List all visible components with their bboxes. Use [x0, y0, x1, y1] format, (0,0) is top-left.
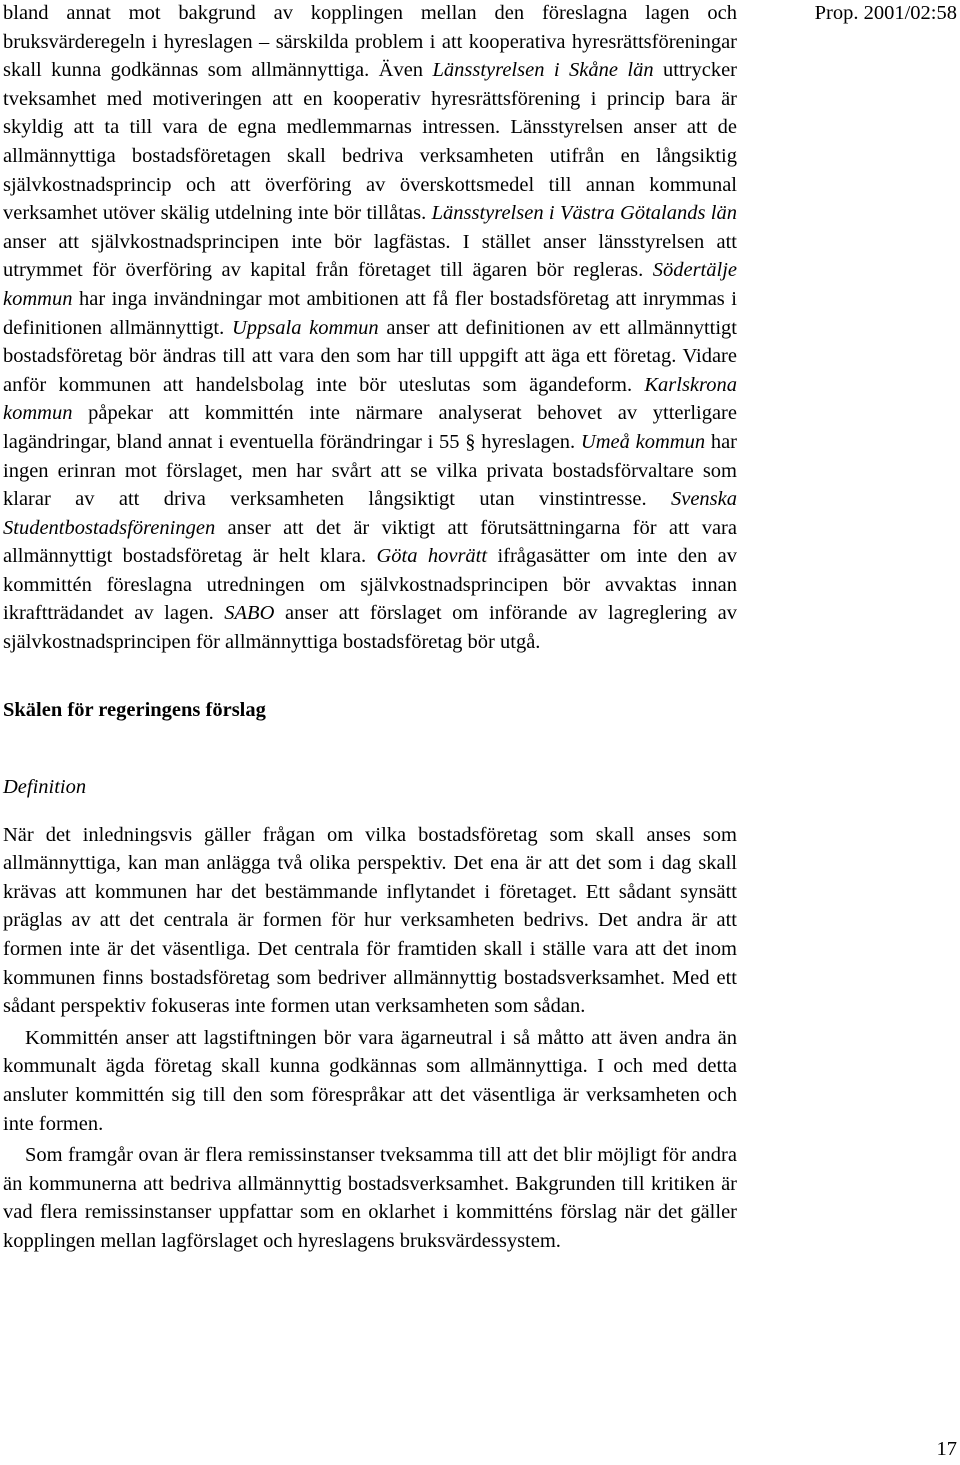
respondent-gota-hovratt: Göta hovrätt — [376, 545, 488, 568]
respondent-karlskrona-kommun: Karlskrona kommun — [3, 373, 737, 425]
opening-text-7: har ingen erinran mot förslaget, men har svårt att se vilka privata bostadsförvaltare som klarar av att driva verksamheten långsiktigt utan vinstintresse. — [3, 430, 737, 511]
respondent-lansstyrelsen-skane: Länsstyrelsen i Skåne län — [432, 59, 654, 82]
opening-text-1: bland annat mot bakgrund av kopplingen mellan den föreslagna lagen och bruksvärderegeln i hyreslagen – särskilda problem i att kooperativa hyresrättsföreningar skall kunna godkännas som allmännyttiga. Även — [3, 2, 737, 82]
main-text-column — [3, 0, 737, 1256]
body-paragraph-2: Kommittén anser att lagstiftningen bör vara ägarneutral i så måtto att även andra än kommunalt ägda företag skall kunna godkännas som allmännyttiga. I och med detta ansluter kommittén sig till den som förespråkar att det väsentliga är verksamheten och inte formen. — [3, 1026, 737, 1135]
page-number: 17 — [936, 1438, 957, 1460]
respondent-svenska-studentbostadsforeningen: Svenska Studentbostadsföreningen — [3, 488, 737, 539]
respondent-uppsala-kommun: Uppsala kommun — [231, 316, 379, 339]
body-paragraph-1: När det inledningsvis gäller frågan om vilka bostadsföretag som skall anses som allmännyttiga, kan man anlägga två olika perspektiv. Det ena är att det som i dag skall krävas att kommunen har det bestämmande inflytandet i företaget. Ett sådant synsätt präglas av att det centrala är formen för hur verksamheten bedrivs. Det andra är att formen inte är det väsentliga. Det centrala för framtiden skall i ställe vara att det inom kommunen finns bostadsföretag som bedriver allmännyttig bostadsverksamhet. Med ett sådant perspektiv fokuseras inte formen utan verksamheten som sådan. — [3, 823, 737, 1018]
opening-text-9: ifrågasätter om inte den av kommittén föreslagna utredningen om självkostnadsprincipen bör avvaktas innan ikraftträdandet av lagen. — [3, 545, 738, 625]
respondent-sabo: SABO — [224, 602, 275, 625]
proposition-reference: Prop. 2001/02:58 — [814, 2, 957, 24]
section-heading: Skälen för regeringens förslag — [3, 698, 266, 721]
respondent-lansstyrelsen-vastra-gotaland: Länsstyrelsen i Västra Götalands län — [431, 202, 737, 225]
opening-text-6: påpekar att kommittén inte närmare analyserat behovet av ytterligare lagändringar, bland annat i eventuella förändringar i 55 § hyreslagen. — [3, 402, 737, 453]
opening-text-2: uttrycker tveksamhet med motiveringen att en kooperativ hyresrättsförening i princip bara är skyldig att ta till vara de egna medlemmarnas intressen. Länsstyrelsen anser att de allmännyttiga bostadsföretagen skall bedriva verksamheten utifrån en långsiktig självkostnadsprincip och att överföring av överskottsmedel till annan kommunal verksamhet utöver skälig utdelning inte bör tillåtas. — [3, 59, 737, 225]
body-paragraph-3: Som framgår ovan är flera remissinstanser tveksamma till att det blir möjligt för andra än kommunerna att bedriva allmännyttig bostadsverksamhet. Bakgrunden till kritiken är vad flera remissinstanser uppfattar som en oklarhet i kommitténs förslag när det gäller kopplingen mellan lagförslaget och hyreslagens bruksvärdessystem. — [3, 1144, 737, 1252]
respondent-umea-kommun: Umeå kommun — [580, 430, 706, 453]
opening-text-10: anser att förslaget om införande av lagreglering av självkostnadsprincipen för allmännyttiga bostadsföretag bör utgå. — [3, 602, 737, 654]
respondent-sodertalje-kommun: Södertälje kommun — [3, 259, 737, 310]
opening-paragraph — [3, 0, 737, 657]
opening-text-3: anser att självkostnadsprincipen inte bör lagfästas. I stället anser länsstyrelsen att utrymmet för överföring av kapital från företaget till ägaren bör regleras. — [3, 230, 737, 282]
subheading-definition: Definition — [3, 775, 87, 798]
opening-text-4: har inga invändningar mot ambitionen att få fler bostadsföretag att inrymmas i definitionen allmännyttigt. — [3, 287, 737, 339]
opening-text-8: anser att det är viktigt att förutsättningarna för att vara allmännyttigt bostadsföretag är helt klara. — [3, 516, 737, 568]
opening-text-5: anser att definitionen av ett allmännyttigt bostadsföretag bör ändras till att vara den som har till uppgift att äga ett företag. Vidare anför kommunen att handelsbolag inte bör uteslutas som ägandeform. — [3, 316, 737, 396]
